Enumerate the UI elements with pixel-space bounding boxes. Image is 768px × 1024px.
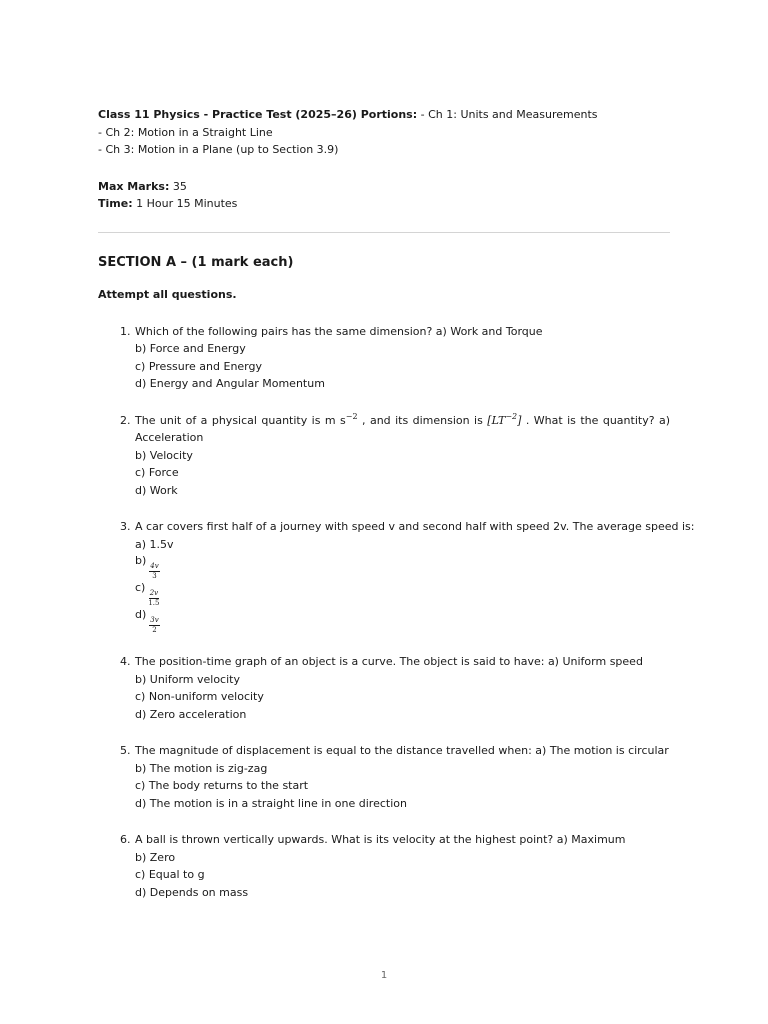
section-a-title: SECTION A – (1 mark each) — [98, 254, 294, 270]
question-number: 4. — [120, 655, 131, 668]
time-value: 1 Hour 15 Minutes — [132, 197, 238, 210]
fraction-numerator: 3v — [150, 616, 159, 624]
option-label: b) — [135, 554, 147, 567]
option-c: c) Force — [135, 466, 179, 479]
question-stem — [135, 412, 670, 447]
option-c: c) The body returns to the start — [135, 779, 309, 792]
question-4 — [98, 653, 670, 723]
fraction — [149, 563, 159, 580]
max-marks — [98, 178, 670, 196]
question-1 — [98, 323, 670, 393]
question-number: 5. — [120, 744, 131, 757]
option-b: b) Velocity — [135, 448, 193, 462]
option-d: d) The motion is in a straight line in one direction — [135, 796, 407, 810]
option-label: d) — [135, 608, 147, 621]
stem-part-3: . What is the quantity? a) Acceleration — [135, 413, 671, 444]
unit-exponent: −2 — [345, 411, 358, 421]
question-number: 6. — [120, 833, 131, 846]
option-d: d) Work — [135, 483, 178, 497]
option-b: b) Zero — [135, 850, 176, 864]
dimension-close: ] — [517, 413, 522, 427]
dimension-formula — [487, 411, 522, 427]
time-label: Time: — [98, 197, 133, 210]
question-number: 2. — [120, 413, 131, 427]
fraction — [148, 590, 159, 607]
question-2 — [98, 412, 670, 500]
option-label: c) — [135, 581, 146, 594]
question-number: 1. — [120, 324, 131, 338]
option-c: c) Equal to g — [135, 868, 205, 881]
option-b: b) Force and Energy — [135, 342, 246, 355]
fraction-denominator: 3 — [152, 572, 157, 580]
option-b — [135, 553, 670, 580]
question-3 — [98, 518, 695, 634]
portion-ch2: - Ch 2: Motion in a Straight Line — [98, 125, 273, 139]
question-stem: A car covers first half of a journey with speed v and second half with speed 2v. The average speed is: — [135, 520, 695, 533]
fraction-numerator: 2v — [149, 589, 159, 597]
option-c — [135, 580, 670, 607]
option-b: b) The motion is zig-zag — [135, 761, 268, 775]
option-d: d) Energy and Angular Momentum — [135, 377, 325, 390]
question-stem: The position-time graph of an object is a curve. The object is said to have: a) Uniform speed — [135, 655, 643, 668]
option-d: d) Zero acceleration — [135, 707, 247, 721]
question-list — [98, 323, 695, 902]
question-stem: Which of the following pairs has the same dimension? a) Work and Torque — [135, 324, 543, 338]
fraction-denominator: 1.5 — [148, 599, 160, 607]
option-c: c) Pressure and Energy — [135, 359, 263, 373]
option-c: c) Non-uniform velocity — [135, 690, 264, 703]
document-page — [98, 106, 695, 901]
option-d: d) Depends on mass — [135, 885, 249, 899]
question-number: 3. — [120, 520, 131, 533]
fraction — [149, 617, 159, 634]
option-b: b) Uniform velocity — [135, 672, 240, 686]
question-stem: A ball is thrown vertically upwards. What is its velocity at the highest point? a) Maximum — [135, 833, 626, 846]
portion-ch3: - Ch 3: Motion in a Plane (up to Section 3.9) — [98, 143, 339, 156]
dimension-exponent: −2 — [505, 411, 518, 421]
question-6 — [98, 831, 670, 901]
page-number: 1 — [380, 970, 388, 981]
question-stem: The magnitude of displacement is equal to the distance travelled when: a) The motion is circular — [135, 744, 669, 757]
fraction-numerator: 4v — [150, 562, 159, 570]
max-marks-label: Max Marks: — [98, 179, 170, 193]
dimension-base: [LT — [487, 413, 506, 427]
portion-ch1: - Ch 1: Units and Measurements — [417, 108, 598, 121]
test-title: Class 11 Physics - Practice Test (2025–26) Portions: — [98, 108, 418, 121]
time-limit — [98, 195, 670, 213]
stem-part-1: The unit of a physical quantity is m s — [135, 413, 346, 427]
header-line-1 — [98, 106, 670, 124]
option-a: a) 1.5v — [135, 537, 174, 551]
stem-part-2: , and its dimension is — [362, 413, 483, 427]
option-d — [135, 607, 670, 634]
question-5 — [98, 742, 670, 812]
max-marks-value: 35 — [169, 179, 187, 193]
fraction-denominator: 2 — [152, 626, 157, 634]
horizontal-divider — [98, 232, 670, 233]
section-a-instruction: Attempt all questions. — [98, 287, 237, 301]
